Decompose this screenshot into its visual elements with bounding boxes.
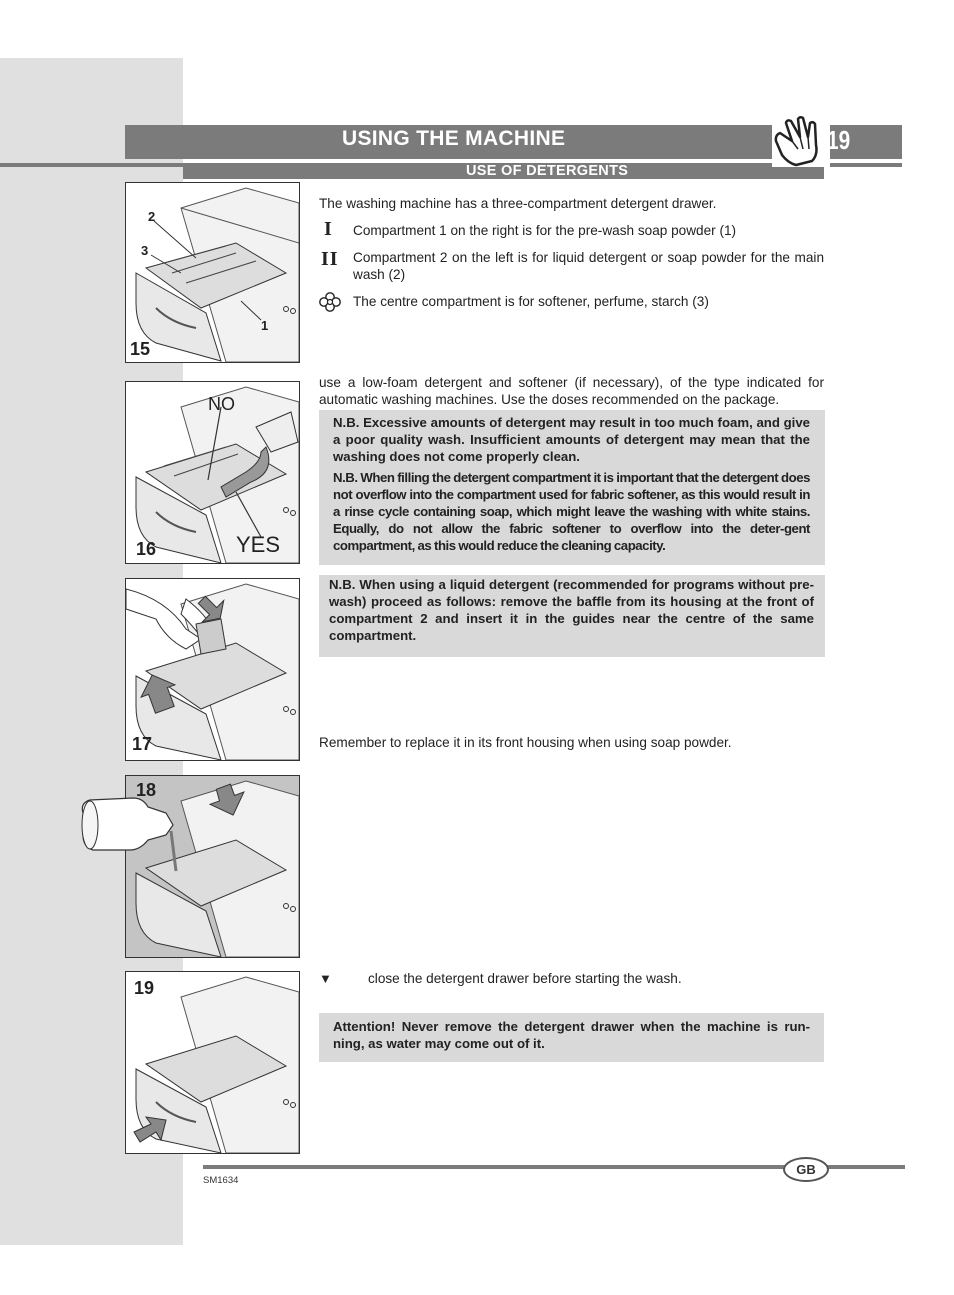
page-number: 19 bbox=[827, 125, 851, 155]
bottle-icon bbox=[78, 795, 178, 855]
label-no: NO bbox=[208, 394, 235, 414]
attention-box bbox=[319, 1013, 824, 1062]
note-overflow: N.B. When filling the detergent compartment it is important that the detergent does not overflow into the compartment used for fabric softener, as this would result in a rinse cycle containing soap, which might leave the washing with white stains. Equally, do not allow the fabric softener to overflow into the deter-gent compartment, as this would reduce the cleaning capacity. bbox=[333, 470, 810, 553]
reminder-text: Remember to replace it in its front housing when using soap powder. bbox=[319, 735, 732, 750]
note-box-liquid bbox=[319, 575, 825, 657]
flower-icon bbox=[319, 292, 341, 312]
page-title: USING THE MACHINE bbox=[342, 127, 566, 150]
drawer-close-illustration bbox=[126, 972, 299, 1153]
figure-number: 19 bbox=[134, 978, 155, 998]
centre-compartment-text: The centre compartment is for softener, perfume, starch (3) bbox=[353, 294, 709, 309]
note-excess-detergent: N.B. Excessive amounts of detergent may result in too much foam, and give a poor quality wash. Insufficient amounts of detergent may mean that the washing does not come properly clean. bbox=[333, 415, 810, 464]
hand-icon bbox=[772, 115, 830, 167]
figure-number: 17 bbox=[132, 734, 153, 754]
note-box-detergent bbox=[319, 410, 825, 565]
figure-16 bbox=[125, 381, 300, 564]
label-1: 1 bbox=[261, 318, 269, 333]
bullet-icon: ▼ bbox=[319, 971, 332, 986]
page-subtitle: USE OF DETERGENTS bbox=[466, 163, 629, 179]
document-reference: SM1634 bbox=[203, 1175, 239, 1186]
figure-17 bbox=[125, 578, 300, 761]
compartment-2-text: Compartment 2 on the left is for liquid detergent or soap powder for the main wash (2) bbox=[353, 250, 824, 282]
section2-intro: use a low-foam detergent and softener (if necessary), of the type indicated for automatic washing machines. Use the doses recommended on the package. bbox=[319, 375, 824, 407]
note-liquid-detergent: N.B. When using a liquid detergent (recommended for programs without pre-wash) proceed as follows: remove the baffle from its housing at the front of compartment 2 and insert it in the guides near the centre of the same compartment. bbox=[329, 577, 814, 643]
attention-text: Attention! Never remove the detergent drawer when the machine is run-ning, as water may come out of it. bbox=[333, 1019, 810, 1051]
language-badge: GB bbox=[783, 1157, 829, 1182]
compartment-1-text: Compartment 1 on the right is for the pre-wash soap powder (1) bbox=[353, 223, 737, 238]
close-drawer-text: close the detergent drawer before starting the wash. bbox=[368, 971, 682, 986]
roman-one-icon: I bbox=[324, 218, 333, 240]
section1-intro: The washing machine has a three-compartment detergent drawer. bbox=[319, 196, 717, 211]
label-yes: YES bbox=[236, 532, 281, 557]
label-3: 3 bbox=[141, 243, 149, 258]
label-2: 2 bbox=[148, 209, 156, 224]
baffle-illustration bbox=[126, 579, 299, 760]
hand-icon-box bbox=[772, 115, 830, 167]
roman-two-icon: II bbox=[321, 248, 339, 270]
figure-number: 16 bbox=[136, 539, 157, 559]
figure-number: 18 bbox=[136, 780, 157, 800]
figure-19 bbox=[125, 971, 300, 1154]
left-rule bbox=[0, 163, 183, 167]
right-rule bbox=[824, 163, 902, 167]
figure-15 bbox=[125, 182, 300, 363]
figure-number: 15 bbox=[130, 339, 151, 359]
